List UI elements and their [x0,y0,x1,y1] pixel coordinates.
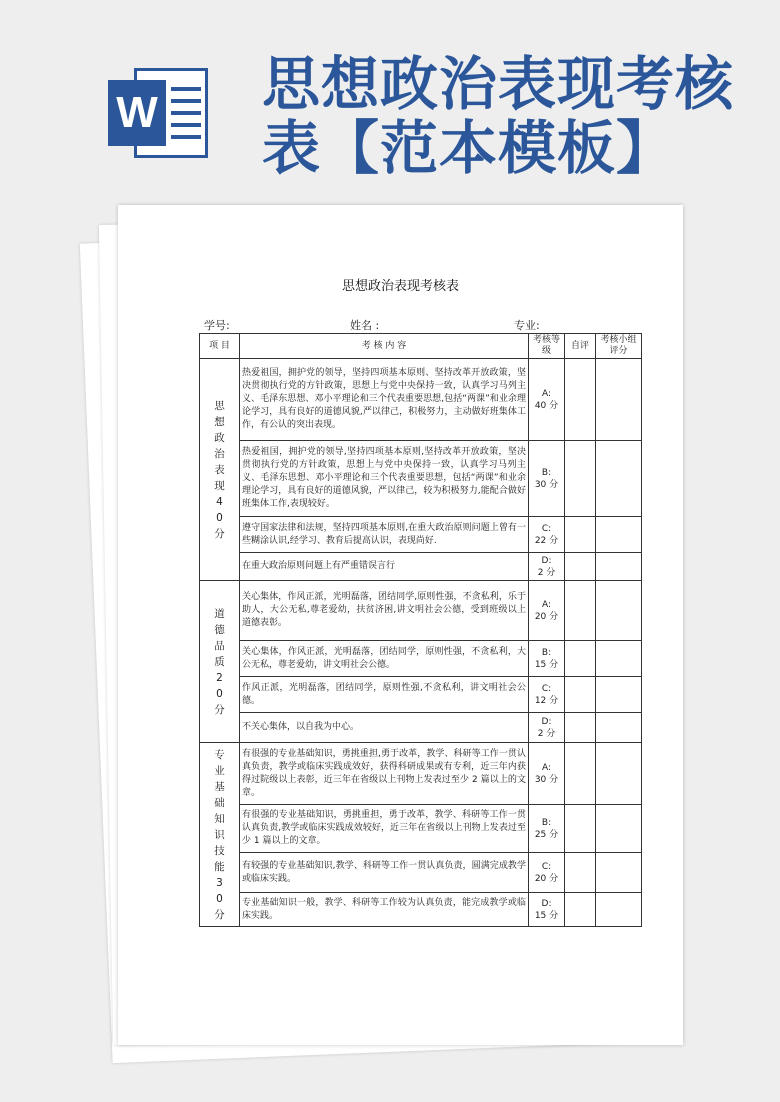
grade-letter: A: [541,388,552,399]
table-row [200,893,642,927]
group-score-cell[interactable] [596,553,642,581]
self-eval-cell[interactable] [565,743,596,805]
grade-cell [529,517,565,553]
category-label-text: 道德品质20分 [214,607,225,716]
grade-score: 30 分 [534,479,559,490]
grade-score: 30 分 [534,774,559,785]
major-label: 专业: [514,319,540,332]
header-item: 项 目 [200,334,240,359]
grade-letter: C: [541,523,552,534]
grade-cell [529,553,565,581]
category-label [200,743,240,927]
criteria-text: 关心集体，作风正派，光明磊落，团结同学，原则性强，不贪私利，大公无私，尊老爱幼，讲文明社会公德。 [240,641,529,677]
grade-score: 15 分 [534,659,559,670]
grade-cell [529,441,565,517]
group-score-cell[interactable] [596,641,642,677]
table-row [200,441,642,517]
self-eval-cell[interactable] [565,677,596,713]
grade-score: 20 分 [534,873,559,884]
self-eval-cell[interactable] [565,517,596,553]
grade-cell [529,641,565,677]
self-eval-cell[interactable] [565,581,596,641]
category-label [200,581,240,743]
grade-score: 22 分 [534,535,559,546]
grade-letter: D: [541,898,552,909]
criteria-text: 关心集体，作风正派，光明磊落，团结同学,原则性强，不贪私利，乐于助人，大公无私,尊老爱幼，扶贫济困,讲文明社会公德，受到班级以上道德表彰。 [240,581,529,641]
grade-cell [529,713,565,743]
self-eval-cell[interactable] [565,805,596,853]
table-row [200,805,642,853]
criteria-text: 不关心集体，以自我为中心。 [240,713,529,743]
table-row [200,641,642,677]
header-grade: 考核等级 [529,334,565,359]
self-eval-cell[interactable] [565,713,596,743]
grade-letter: C: [541,861,552,872]
grade-cell [529,743,565,805]
grade-cell [529,581,565,641]
document-title: 思想政治表现考核表 [341,279,459,294]
document-page [118,205,683,1045]
grade-score: 2 分 [537,567,556,578]
group-score-cell[interactable] [596,893,642,927]
category-label-text: 专业基础知识技能30分 [214,748,225,921]
grade-cell [529,359,565,441]
category-label-text: 思想政治表现40分 [214,399,225,540]
self-eval-cell[interactable] [565,641,596,677]
table-row [200,743,642,805]
criteria-text: 专业基础知识一般，教学、科研等工作较为认真负责，能完成教学或临床实践。 [240,893,529,927]
table-body [200,359,642,927]
grade-letter: A: [541,599,552,610]
word-app-icon [108,68,208,158]
self-eval-cell[interactable] [565,853,596,893]
grade-score: 40 分 [534,400,559,411]
criteria-text: 热爱祖国，拥护党的领导，坚持四项基本原则、坚持改革开放政策，坚决贯彻执行党的方针政策，思想上与党中央保持一致，认真学习马列主义、毛泽东思想、邓小平理论和三个代表重要思想,包括“两课”和业余理论学习，具有良好的道德风貌,严以律己，积极努力，主动做好班集体工作，有公认的突出表现。 [240,359,529,441]
table-header-row [200,334,642,359]
table-row [200,359,642,441]
group-score-cell[interactable] [596,677,642,713]
assessment-table [199,333,642,927]
grade-cell [529,853,565,893]
header-content: 考 核 内 容 [240,334,529,359]
grade-score: 2 分 [537,728,556,739]
header-group-score: 考核小组评分 [596,334,642,359]
criteria-text: 有很强的专业基础知识，勇挑重担,勇于改革，教学、科研等工作一贯认真负责，教学或临床实践成效好，获得科研成果或有专利，近三年内获得过院级以上表彰，近三年在省级以上刊物上发表过至少 2 篇以上的文章。 [240,743,529,805]
group-score-cell[interactable] [596,517,642,553]
grade-score: 20 分 [534,611,559,622]
criteria-text: 在重大政治原则问题上有严重错误言行 [240,553,529,581]
self-eval-cell[interactable] [565,441,596,517]
grade-letter: D: [541,555,552,566]
category-label [200,359,240,581]
page-title: 思想政治表现考核表【范本模板】 [262,50,735,182]
criteria-text: 有很强的专业基础知识，勇挑重担，勇于改革，教学、科研等工作一贯认真负责,教学或临床实践成效较好，近三年在省级以上刊物上发表过至少 1 篇以上的文章。 [240,805,529,853]
table-row [200,713,642,743]
table-row [200,553,642,581]
group-score-cell[interactable] [596,359,642,441]
group-score-cell[interactable] [596,441,642,517]
grade-letter: B: [541,647,552,658]
table-row [200,677,642,713]
grade-letter: B: [541,467,552,478]
grade-letter: B: [541,817,552,828]
name-label: 姓名 : [350,319,380,332]
grade-cell [529,805,565,853]
criteria-text: 热爱祖国，拥护党的领导,坚持四项基本原则,坚持改革开放政策，坚决贯彻执行党的方针政策，思想上与党中央保持一致，认真学习马列主义、毛泽东思想、邓小平理论和三个代表重要思想，包括“两课”和业余理论学习，具有良好的道德风貌，严以律己，较为积极努力,能配合做好班集体工作,表现较好。 [240,441,529,517]
grade-letter: A: [541,762,552,773]
group-score-cell[interactable] [596,713,642,743]
criteria-text: 有较强的专业基础知识,教学、科研等工作一贯认真负责，圆满完成教学或临床实践。 [240,853,529,893]
table-row [200,853,642,893]
grade-letter: D: [541,716,552,727]
self-eval-cell[interactable] [565,553,596,581]
grade-cell [529,677,565,713]
word-letter-badge: W [108,80,166,146]
student-id-label: 学号: [204,319,230,332]
criteria-text: 作风正派，光明磊落，团结同学，原则性强,不贪私利，讲文明社会公德。 [240,677,529,713]
grade-score: 15 分 [534,910,559,921]
group-score-cell[interactable] [596,805,642,853]
group-score-cell[interactable] [596,743,642,805]
table-row [200,517,642,553]
grade-score: 25 分 [534,829,559,840]
group-score-cell[interactable] [596,853,642,893]
grade-letter: C: [541,683,552,694]
self-eval-cell[interactable] [565,359,596,441]
grade-cell [529,893,565,927]
criteria-text: 遵守国家法律和法规，坚持四项基本原则,在重大政治原则问题上曾有一些糊涂认识,经学习、教育后提高认识，表现尚好. [240,517,529,553]
grade-score: 12 分 [534,695,559,706]
header-self-eval: 自评 [565,334,596,359]
table-row [200,581,642,641]
group-score-cell[interactable] [596,581,642,641]
self-eval-cell[interactable] [565,893,596,927]
